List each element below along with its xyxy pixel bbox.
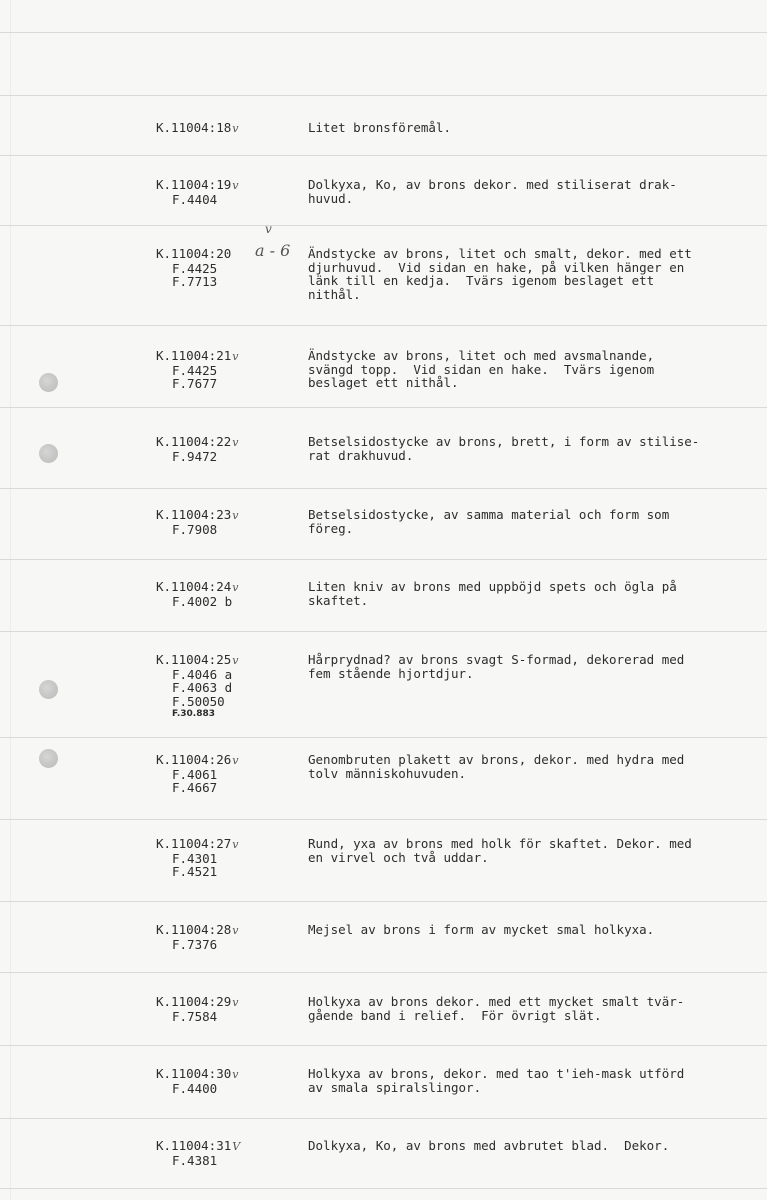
f-number: F.4425 bbox=[172, 260, 218, 276]
margin-line bbox=[10, 0, 11, 1200]
entry-description: Dolkyxa, Ko, av brons med avbrutet blad. Dekor. bbox=[308, 1138, 670, 1153]
catalog-number bbox=[156, 178, 306, 193]
ruled-line bbox=[0, 972, 767, 973]
f-number: F.7908 bbox=[172, 521, 218, 537]
catalog-number-text: K.11004:24 bbox=[156, 579, 232, 594]
catalog-number bbox=[156, 995, 306, 1010]
catalog-number-text: K.11004:25 bbox=[156, 652, 232, 667]
ruled-line bbox=[0, 1118, 767, 1119]
ruled-line bbox=[0, 95, 767, 96]
entry-description: Holkyxa av brons, dekor. med tao t'ieh-mask utförd av smala spiralslingor. bbox=[308, 1066, 685, 1095]
f-number: F.4400 bbox=[172, 1080, 218, 1096]
f-number: F.4046 a bbox=[172, 666, 233, 682]
entry-identifiers bbox=[156, 753, 306, 795]
entry-description: Betselsidostycke, av samma material och form som föreg. bbox=[308, 507, 670, 536]
f-number: F.4404 bbox=[172, 191, 218, 207]
catalog-number-text: K.11004:28 bbox=[156, 922, 232, 937]
ruled-line bbox=[0, 819, 767, 820]
punch-hole bbox=[39, 373, 58, 392]
entry-description: Holkyxa av brons dekor. med ett mycket smalt tvär- gående band i relief. För övrigt slät. bbox=[308, 994, 685, 1023]
catalog-number bbox=[156, 923, 306, 938]
check-mark: v bbox=[232, 838, 239, 851]
ruled-line bbox=[0, 225, 767, 226]
ruled-line bbox=[0, 155, 767, 156]
catalog-number-text: K.11004:26 bbox=[156, 752, 232, 767]
f-number: F.4667 bbox=[172, 780, 218, 795]
entry-identifiers bbox=[156, 653, 306, 722]
ruled-line bbox=[0, 1045, 767, 1046]
catalog-number bbox=[156, 508, 306, 523]
catalog-number bbox=[156, 1139, 306, 1154]
f-number: F.4063 d bbox=[172, 680, 233, 695]
check-mark: v bbox=[232, 581, 239, 594]
ruled-line bbox=[0, 559, 767, 560]
entry-identifiers bbox=[156, 1067, 306, 1095]
entry-description: Mejsel av brons i form av mycket smal holkyxa. bbox=[308, 922, 655, 937]
ruled-line bbox=[0, 737, 767, 738]
catalog-number-text: K.11004:21 bbox=[156, 348, 232, 363]
entry-identifiers bbox=[156, 178, 306, 206]
catalog-number-text: K.11004:30 bbox=[156, 1066, 232, 1081]
check-mark: V bbox=[232, 1140, 241, 1153]
check-mark: v bbox=[232, 509, 239, 522]
ruled-line bbox=[0, 631, 767, 632]
check-mark: v bbox=[232, 122, 239, 135]
catalog-number bbox=[156, 1067, 306, 1082]
f-number: F.4381 bbox=[172, 1152, 218, 1168]
f-number: F.4301 bbox=[172, 850, 218, 866]
ruled-line bbox=[0, 325, 767, 326]
ruled-line bbox=[0, 488, 767, 489]
entry-identifiers bbox=[156, 837, 306, 879]
punch-hole bbox=[39, 444, 58, 463]
entry-description: Dolkyxa, Ko, av brons dekor. med stiliserat drak- huvud. bbox=[308, 177, 677, 206]
entry-description: Ändstycke av brons, litet och med avsmalnande, svängd topp. Vid sidan en hake. Tvärs igenom beslaget ett nithål. bbox=[308, 348, 655, 390]
entry-description: Genombruten plakett av brons, dekor. med hydra med tolv människohuvuden. bbox=[308, 752, 685, 781]
catalog-number bbox=[156, 435, 306, 450]
f-number: F.7713 bbox=[172, 274, 218, 289]
handwritten-f-number: F.30.883 bbox=[172, 709, 215, 719]
catalog-number-text: K.11004:27 bbox=[156, 836, 232, 851]
f-number: F.4002 b bbox=[172, 593, 233, 609]
catalog-number-text: K.11004:20 bbox=[156, 246, 232, 261]
catalog-number bbox=[156, 121, 306, 136]
f-number: F.4521 bbox=[172, 864, 218, 879]
f-number: F.50050 bbox=[172, 693, 225, 709]
catalog-number bbox=[156, 247, 306, 262]
check-mark: v bbox=[232, 350, 239, 363]
entry-identifiers bbox=[156, 247, 306, 289]
check-mark: v bbox=[232, 924, 239, 937]
catalog-number bbox=[156, 753, 306, 768]
catalog-number-text: K.11004:31 bbox=[156, 1138, 232, 1153]
entry-identifiers bbox=[156, 1139, 306, 1167]
f-number: F.7584 bbox=[172, 1008, 218, 1024]
ruled-line bbox=[0, 1188, 767, 1189]
catalog-number bbox=[156, 653, 306, 668]
handwritten-check-mark: v bbox=[265, 222, 272, 236]
ruled-line bbox=[0, 407, 767, 408]
catalog-number bbox=[156, 349, 306, 364]
check-mark: v bbox=[232, 436, 239, 449]
entry-identifiers bbox=[156, 995, 306, 1023]
entry-identifiers bbox=[156, 508, 306, 536]
check-mark: v bbox=[232, 1068, 239, 1081]
f-number: F.9472 bbox=[172, 448, 218, 464]
f-number: F.7677 bbox=[172, 376, 218, 391]
punch-hole bbox=[39, 749, 58, 768]
f-number: F.4425 bbox=[172, 362, 218, 378]
check-mark: v bbox=[232, 754, 239, 767]
catalog-number-text: K.11004:29 bbox=[156, 994, 232, 1009]
entry-description: Hårprydnad? av brons svagt S-formad, dekorerad med fem stående hjortdjur. bbox=[308, 652, 685, 681]
entry-identifiers bbox=[156, 923, 306, 951]
check-mark: v bbox=[232, 654, 239, 667]
f-number: F.4061 bbox=[172, 766, 218, 782]
entry-description: Liten kniv av brons med uppböjd spets och ögla på skaftet. bbox=[308, 579, 677, 608]
catalog-number-text: K.11004:19 bbox=[156, 177, 232, 192]
entry-description: Betselsidostycke av brons, brett, i form av stilise- rat drakhuvud. bbox=[308, 434, 700, 463]
catalog-number bbox=[156, 837, 306, 852]
entry-description: Litet bronsföremål. bbox=[308, 120, 451, 135]
f-number: F.7376 bbox=[172, 936, 218, 952]
punch-hole bbox=[39, 680, 58, 699]
entry-identifiers bbox=[156, 435, 306, 463]
catalog-number-text: K.11004:23 bbox=[156, 507, 232, 522]
entry-identifiers bbox=[156, 349, 306, 391]
ruled-line bbox=[0, 32, 767, 33]
entry-identifiers bbox=[156, 580, 306, 608]
ruled-line bbox=[0, 901, 767, 902]
handwritten-range-annotation: a - 6 bbox=[255, 241, 291, 260]
entry-identifiers bbox=[156, 121, 306, 136]
catalog-number-text: K.11004:18 bbox=[156, 120, 232, 135]
check-mark: v bbox=[232, 996, 239, 1009]
catalog-number-text: K.11004:22 bbox=[156, 434, 232, 449]
entry-description: Rund, yxa av brons med holk för skaftet. Dekor. med en virvel och två uddar. bbox=[308, 836, 692, 865]
check-mark: v bbox=[232, 179, 239, 192]
catalog-number bbox=[156, 580, 306, 595]
entry-description: Ändstycke av brons, litet och smalt, dekor. med ett djurhuvud. Vid sidan en hake, på vilken hänger en länk till en kedja. Tvärs igenom beslaget ett nithål. bbox=[308, 246, 692, 302]
